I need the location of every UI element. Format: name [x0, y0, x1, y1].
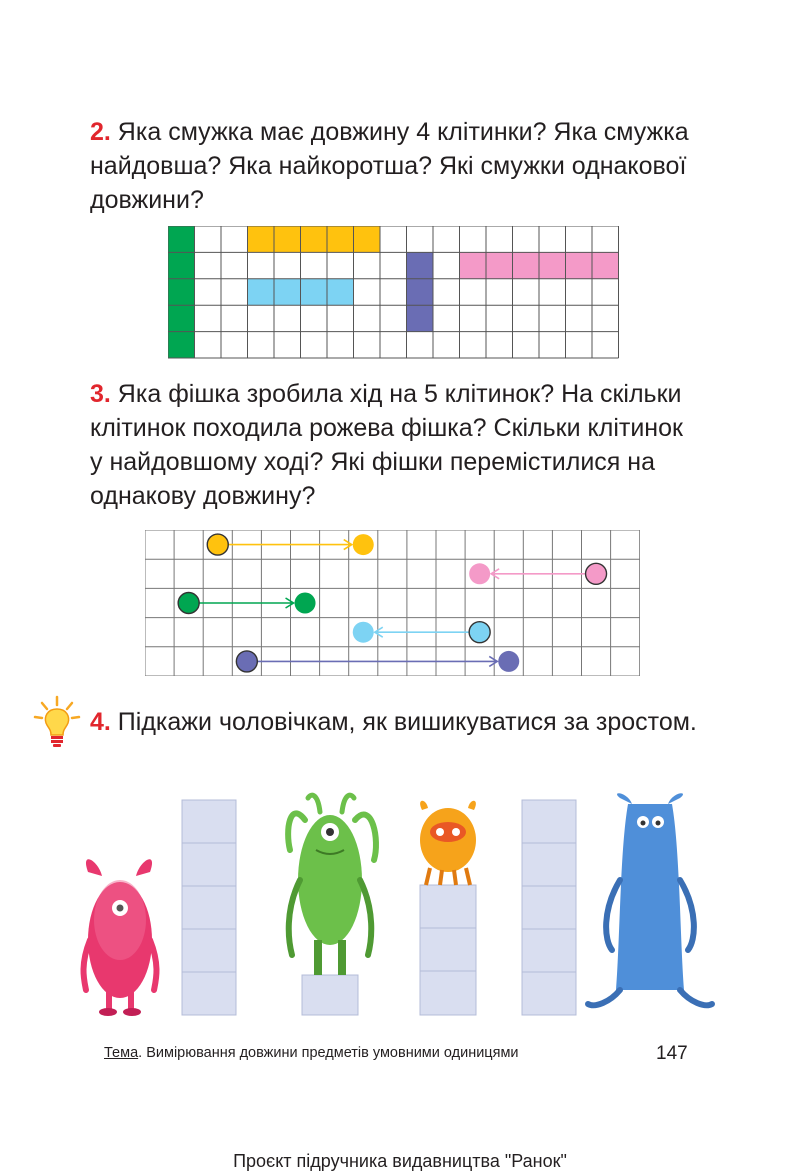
green-monster [288, 795, 376, 1015]
pink-monster [84, 859, 157, 1016]
chips-grid [145, 530, 640, 676]
task-3 [90, 377, 700, 513]
project-note: Проєкт підручника видавництва "Ранок" [233, 1151, 567, 1171]
chip-move-4 [353, 622, 490, 643]
task-2 [90, 115, 700, 217]
page-number: 147 [656, 1043, 688, 1064]
task-4-number: 4. [90, 708, 111, 736]
task-3-text: Яка фішка зробила хід на 5 клітинок? На скільки клітинок походила рожева фішка? Скільки клітинок у найдовшому ході? Які фішки перемістилися на однакову довжину? [90, 380, 683, 510]
chip-end-2 [469, 563, 490, 584]
task-4 [90, 705, 700, 739]
strip-4 [407, 252, 434, 331]
chip-start-3 [178, 593, 199, 614]
block-column-2 [522, 800, 576, 1015]
task-2-text: Яка смужка має довжину 4 клітинки? Яка смужка найдовша? Яка найкоротша? Які смужки однакової довжини? [90, 118, 689, 214]
chip-move-3 [178, 593, 315, 614]
chip-end-5 [498, 651, 519, 672]
strip-1 [168, 226, 195, 358]
chip-start-2 [586, 563, 607, 584]
chip-end-1 [353, 534, 374, 555]
blue-monster [588, 793, 712, 1005]
chip-start-1 [207, 534, 228, 555]
footer-topic [104, 1045, 519, 1061]
footer-topic-text: . Вимірювання довжини предметів умовними одиницями [138, 1045, 519, 1061]
orange-monster [420, 801, 476, 1015]
block-column-1 [182, 800, 236, 1015]
task-2-number: 2. [90, 118, 111, 146]
lightbulb-icon [33, 695, 81, 751]
strip-2 [248, 226, 381, 252]
chip-start-5 [236, 651, 257, 672]
chip-end-4 [353, 622, 374, 643]
chip-move-2 [469, 563, 606, 584]
strips-grid [168, 226, 619, 359]
task-3-number: 3. [90, 380, 111, 408]
monsters-illustration [80, 790, 720, 1020]
task-4-text: Підкажи чоловічкам, як вишикуватися за зростом. [110, 708, 697, 736]
chip-end-3 [295, 593, 316, 614]
footer-topic-label: Тема [104, 1045, 139, 1061]
chip-start-4 [469, 622, 490, 643]
